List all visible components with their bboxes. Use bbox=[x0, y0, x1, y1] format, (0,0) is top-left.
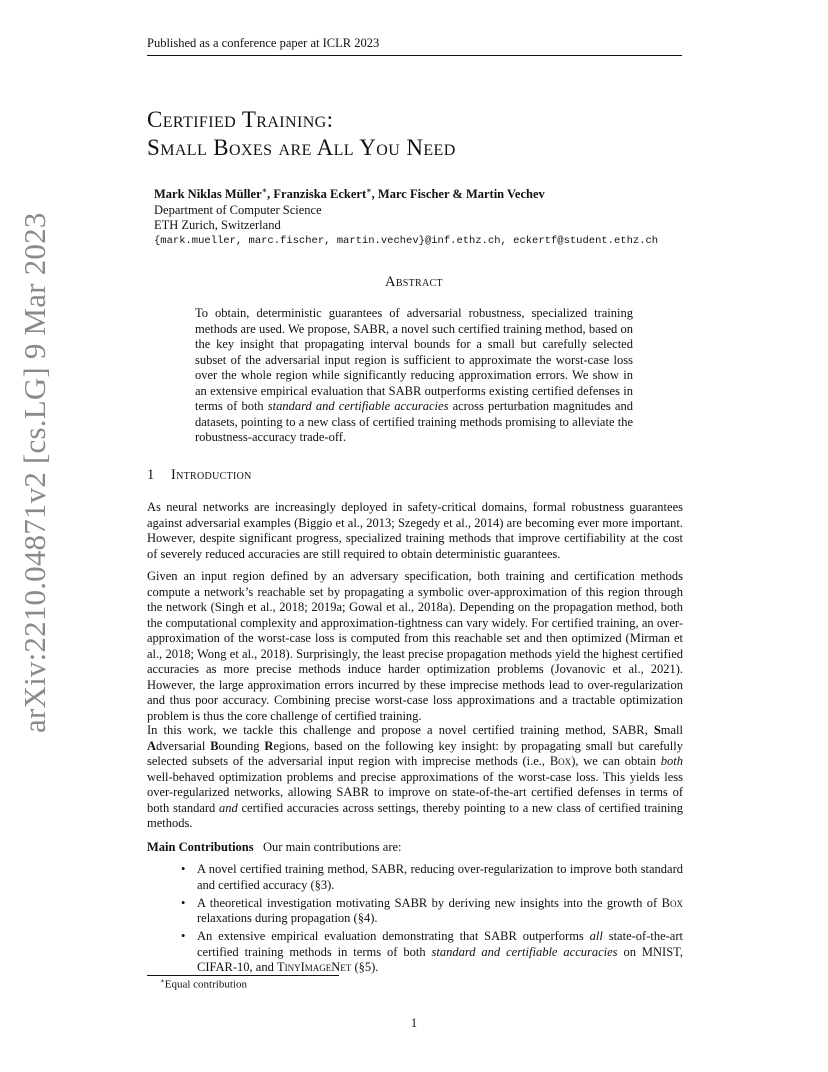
department: Department of Computer Science bbox=[154, 202, 322, 217]
footnote bbox=[160, 977, 247, 991]
section-number: 1 bbox=[147, 467, 155, 483]
running-header: Published as a conference paper at ICLR 2023 bbox=[147, 36, 682, 56]
text-run: certified accuracies across settings, thereby pointing to a new class of certified training methods. bbox=[147, 800, 683, 830]
section-heading bbox=[147, 467, 252, 484]
author-2: Franziska Eckert bbox=[273, 187, 367, 202]
author-names bbox=[154, 183, 658, 203]
author-block bbox=[154, 183, 658, 249]
acronym-letter: S bbox=[653, 723, 661, 737]
abstract-text bbox=[195, 306, 633, 446]
contributions-intro bbox=[147, 840, 683, 856]
intro-paragraph-2: Given an input region defined by an adversary specification, both training and certification methods compute a network’s reachable set by propagating a symbolic over-approximation of this region through the network (Singh et al., 2018; 2019a; Gowal et al., 2018a). Depending on the propagation method, both the computational complexity and approximation-tightness can vary widely. For certified training, an over-approximation of the worst-case loss is computed from this reachable set and then optimized (Mirman et al., 2018; Wong et al., 2018). Surprisingly, the least precise propagation methods yield the highest certified accuracies as more precise methods induce harder optimization problems (Jovanovic et al., 2021). However, the large approximation errors incurred by these imprecise methods lead to over-regularization and thus poor accuracy. Combining precise worst-case loss approximations and a tractable optimization problem is thus the core challenge of certified training. bbox=[147, 569, 683, 723]
list-item bbox=[181, 862, 683, 893]
bullet: • bbox=[181, 929, 186, 943]
text-run: In this work, we tackle this challenge and propose a novel certified training method, SABR, bbox=[147, 723, 654, 737]
equal-contribution-mark-1: ∗ bbox=[261, 186, 268, 195]
list-item bbox=[181, 929, 683, 976]
paper-title bbox=[147, 106, 456, 162]
author-separator: , bbox=[371, 187, 378, 202]
box-term: Box bbox=[549, 754, 572, 768]
acronym-letter: B bbox=[210, 738, 219, 753]
text-run: egions, based on the following key insight: by propagating small but carefully selected subsets of the adversarial input region with imprecise methods (i.e., bbox=[147, 738, 683, 768]
intro-paragraph-3 bbox=[147, 723, 683, 832]
institution: ETH Zurich, Switzerland bbox=[154, 218, 281, 233]
emphasis: both bbox=[660, 754, 683, 768]
other-authors: Marc Fischer & Martin Vechev bbox=[377, 187, 545, 202]
title-line-2: Small Boxes are All You Need bbox=[147, 135, 456, 160]
abstract-heading: Abstract bbox=[385, 274, 443, 290]
arxiv-stamp: arXiv:2210.04871v2 [cs.LG] 9 Mar 2023 bbox=[17, 212, 52, 733]
intro-paragraph-1: As neural networks are increasingly deployed in safety-critical domains, formal robustness guarantees against adversarial examples (Biggio et al., 2013; Szegedy et al., 2014) are becoming ever more important. However, despite significant progress, specialized training methods that improve certifiability at the cost of severely reduced accuracies are still required to obtain deterministic guarantees. bbox=[147, 500, 683, 561]
text-run: ), we can obtain bbox=[571, 754, 661, 768]
text-run: relaxations during propagation (§4). bbox=[197, 911, 378, 925]
text-run: An extensive empirical evaluation demonstrating that SABR outperforms bbox=[197, 929, 590, 943]
page-number: 1 bbox=[410, 1016, 418, 1030]
author-emails: {mark.mueller, marc.fischer, martin.vechev}@inf.ethz.ch, eckertf@student.ethz.ch bbox=[154, 234, 659, 247]
text-run: on MNIST, CIFAR-10, and bbox=[197, 944, 683, 974]
text-run: A theoretical investigation motivating SABR by deriving new insights into the growth of bbox=[197, 895, 662, 910]
acronym-letter: R bbox=[264, 738, 274, 753]
bullet: • bbox=[181, 862, 186, 876]
abstract-part: To obtain, deterministic guarantees of adversarial robustness, specialized training methods are used. We propose, SABR, a novel such certified training method, based on the key insight that propagating interval bounds for a small but carefully selected subset of the adversarial input region is sufficient to approximate the worst-case loss over the whole region while significantly reducing approximation errors. We show in an extensive empirical evaluation that SABR outperforms existing certified defenses in terms of both bbox=[195, 306, 633, 413]
list-item-text: A novel certified training method, SABR, reducing over-regularization to improve both standard and certified accuracy (§3). bbox=[197, 862, 683, 892]
dataset-name: TinyImageNet bbox=[276, 960, 352, 974]
text-run: state-of-the-art certified training methods in terms of both bbox=[197, 929, 683, 959]
contributions-label: Main Contributions bbox=[147, 840, 254, 854]
emphasis: and bbox=[219, 800, 238, 815]
emphasis: all bbox=[589, 929, 603, 943]
emphasis: standard and certifiable accuracies bbox=[431, 944, 618, 959]
contributions-list bbox=[181, 862, 683, 978]
contributions-lead: Our main contributions are: bbox=[263, 840, 402, 854]
footnote-text: Equal contribution bbox=[164, 978, 247, 991]
text-run: dversarial bbox=[156, 738, 211, 753]
acronym-letter: A bbox=[147, 738, 157, 753]
list-item bbox=[181, 896, 683, 927]
abstract-part: across perturbation magnitudes and datasets, pointing to a new class of certified training methods promising to alleviate the robustness-accuracy trade-off. bbox=[195, 399, 633, 444]
author-separator: , bbox=[267, 187, 274, 202]
equal-contribution-mark-2: ∗ bbox=[366, 186, 372, 195]
title-line-1: Certified Training: bbox=[147, 107, 334, 132]
bullet: • bbox=[181, 895, 186, 910]
abstract-emphasis: standard and certifiable accuracies bbox=[267, 399, 449, 413]
author-1: Mark Niklas Müller bbox=[154, 187, 262, 202]
text-run: ounding bbox=[218, 738, 265, 753]
footnote-mark: ∗ bbox=[160, 977, 165, 985]
text-run: well-behaved optimization problems and precise approximations of the worst-case loss. This yields less over-regularized networks, allowing SABR to improve on state-of-the-art certified defenses in terms of both standard bbox=[147, 769, 683, 815]
footnote-rule bbox=[147, 975, 339, 976]
box-term: Box bbox=[661, 895, 683, 910]
text-run: (§5). bbox=[351, 960, 379, 974]
text-run: mall bbox=[660, 723, 683, 737]
section-title: Introduction bbox=[171, 467, 252, 483]
